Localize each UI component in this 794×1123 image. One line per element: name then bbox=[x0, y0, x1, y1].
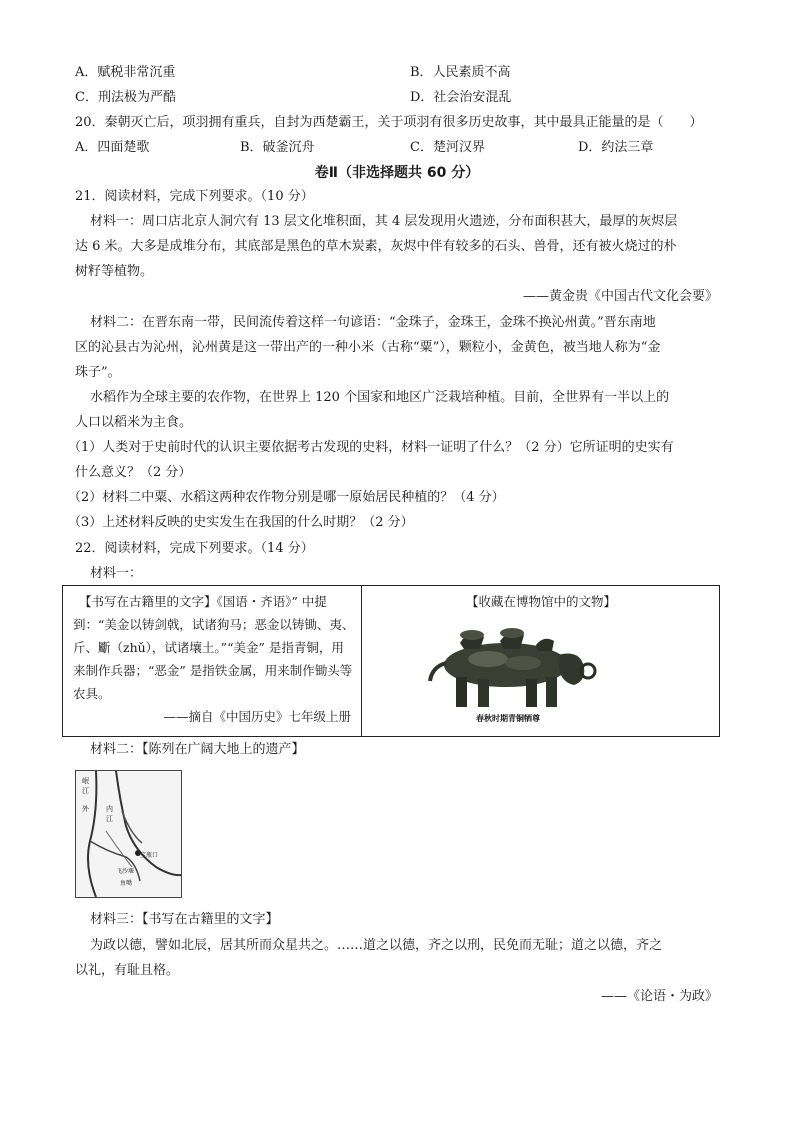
q22-material1-label: 材料一： bbox=[90, 566, 143, 581]
q21-material1-line: 达 6 米。大多是成堆分布，其底部是黑色的草木炭素，灰烬中伴有较多的石头、兽骨，还有被火烧过的朴 bbox=[75, 239, 677, 254]
q21-stem: 21．阅读材料，完成下列要求。（10 分） bbox=[75, 189, 314, 204]
q22-material3-source: ——《论语・为政》 bbox=[600, 989, 718, 1004]
map-label: 飞沙堰 bbox=[116, 868, 135, 875]
table-divider bbox=[361, 586, 362, 736]
dujiangyan-map bbox=[75, 770, 182, 898]
table-left-source: ——摘自《中国历史》七年级上册 bbox=[163, 709, 351, 724]
q21-material3-line: 人口以稻米为主食。 bbox=[75, 415, 193, 430]
q21-material2-line: 材料二：在晋东南一带，民间流传着这样一句谚语：“金珠子，金珠王，金珠不换沁州黄。”晋东南地 bbox=[90, 315, 656, 330]
q22-material3-label: 材料三：【书写在古籍里的文字】 bbox=[90, 912, 279, 927]
q21-question: （1）人类对于史前时代的认识主要依据考古发现的史料，材料一证明了什么？（2 分）它所证明的史实有 bbox=[68, 440, 674, 455]
q22-material3-line: 以礼，有耻且格。 bbox=[75, 963, 180, 978]
q21-material1-source: ——黄金贵《中国古代文化会要》 bbox=[522, 289, 718, 304]
table-left-line: 斤、斸（zhǔ），试诸壤土。”“美金” 是指青铜，用 bbox=[73, 640, 344, 655]
q20-option-b: B．破釜沉舟 bbox=[240, 140, 315, 155]
q22-material3-line: 为政以德，譬如北辰，居其所而众星共之。……道之以德，齐之以刑，民免而无耻；道之以德，齐之 bbox=[90, 938, 663, 953]
table-right-title: 【收藏在博物馆中的文物】 bbox=[465, 594, 616, 609]
q21-question: （2）材料二中粟、水稻这两种农作物分别是哪一原始居民种植的？（4 分） bbox=[68, 490, 505, 505]
q20-option-d: D．约法三章 bbox=[578, 140, 654, 155]
q21-material1-line: 树籽等植物。 bbox=[75, 264, 154, 279]
q20-option-a: A．四面楚歌 bbox=[75, 140, 150, 155]
map-label: 江 bbox=[82, 787, 89, 795]
table-left-cell bbox=[73, 590, 355, 728]
q21-material2-line: 区的沁县古为沁州，沁州黄是这一带出产的一种小米（古称“粟”），颗粒小，金黄色，被当地人称为“金 bbox=[75, 340, 661, 355]
q21-material2-line: 珠子”。 bbox=[75, 365, 121, 380]
q21-question: （3）上述材料反映的史实发生在我国的什么时期？（2 分） bbox=[68, 515, 414, 530]
map-label: 江 bbox=[106, 815, 113, 823]
bronze-zun-image bbox=[418, 615, 598, 727]
map-label: 内 bbox=[106, 805, 113, 813]
table-left-line: 农具。 bbox=[73, 686, 111, 701]
q19-option-a: A．赋税非常沉重 bbox=[75, 65, 176, 80]
q21-material3-line: 水稻作为全球主要的农作物，在世界上 120 个国家和地区广泛栽培种植。目前，全世界有一半以上的 bbox=[90, 390, 670, 405]
q19-option-b: B．人民素质不高 bbox=[410, 65, 511, 80]
q19-option-d: D．社会治安混乱 bbox=[410, 90, 512, 105]
q22-stem: 22．阅读材料，完成下列要求。（14 分） bbox=[75, 541, 314, 556]
table-left-line: 到：“美金以铸剑戟，试诸狗马；恶金以铸锄、夷、 bbox=[73, 617, 355, 632]
artifact-caption: 春秋时期青铜牺尊 bbox=[476, 714, 540, 723]
table-left-line: 来制作兵器；“恶金” 是指铁金属，用来制作锄头等 bbox=[73, 663, 353, 678]
map-label: 宝瓶口 bbox=[140, 852, 159, 859]
q21-material1-line: 材料一：周口店北京人洞穴有 13 层文化堆积面，其 4 层发现用火遗迹，分布面积甚大，最厚的灰烬层 bbox=[90, 214, 678, 229]
q20-stem: 20．秦朝灭亡后，项羽拥有重兵，自封为西楚霸王，关于项羽有很多历史故事，其中最具正能量的是（ ） bbox=[75, 115, 703, 130]
map-label: 岷 bbox=[82, 777, 89, 785]
q22-material2-label: 材料二：【陈列在广阔大地上的遗产】 bbox=[90, 742, 305, 757]
material1-table bbox=[62, 585, 720, 737]
map-label: 鱼嘴 bbox=[120, 880, 133, 887]
map-label: 外 bbox=[82, 805, 89, 813]
section-title: 卷Ⅱ（非选择题共 60 分） bbox=[314, 165, 480, 181]
q19-option-c: C．刑法极为严酷 bbox=[75, 90, 176, 105]
q20-option-c: C．楚河汉界 bbox=[410, 140, 485, 155]
q21-question: 什么意义？（2 分） bbox=[75, 465, 192, 480]
table-left-line: 【书写在古籍里的文字】《国语・齐语》” 中提 bbox=[79, 594, 327, 609]
